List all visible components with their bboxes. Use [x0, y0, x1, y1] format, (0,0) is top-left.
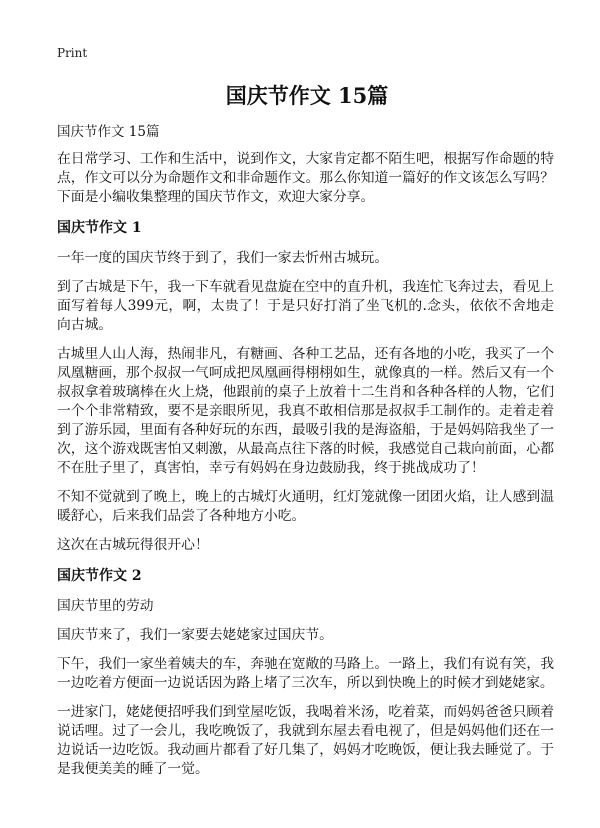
- section1-paragraph-2: 到了古城是下午，我一下车就看见盘旋在空中的直升机，我连忙飞奔过去，看见上面写着每人399元，啊，太贵了！于是只好打消了坐飞机的.念头，依依不舍地走向古城。: [57, 279, 554, 333]
- section2-paragraph-4: 一进家门，姥姥便招呼我们到堂屋吃饭，我喝着米汤，吃着菜，而妈妈爸爸只顾着说话哩。过了一会儿，我吃晚饭了，我就到东屋去看电视了，但是妈妈他们还在一边说话一边吃饭。我动画片都看了好几集了，妈妈才吃晚饭，便让我去睡觉了。于是我便美美的睡了一觉。: [57, 704, 554, 777]
- page-title: 国庆节作文 15篇: [225, 83, 389, 108]
- section-heading-1: 国庆节作文 1: [57, 220, 142, 236]
- intro-paragraph: 在日常学习、工作和生活中，说到作文，大家肯定都不陌生吧，根据写作命题的特点，作文可以分为命题作文和非命题作文。那么你知道一篇好的作文该怎么写吗？下面是小编收集整理的国庆节作文，欢迎大家分享。: [57, 151, 554, 205]
- section2-paragraph-3: 下午，我们一家坐着姨夫的车，奔驰在宽敞的马路上。一路上，我们有说有笑，我一边吃着方便面一边说话因为路上堵了三次车，所以到快晚上的时候才到姥姥家。: [57, 656, 554, 691]
- section1-paragraph-5: 这次在古城玩得很开心！: [57, 537, 209, 553]
- section1-paragraph-4: 不知不觉就到了晚上，晚上的古城灯火通明，红灯笼就像一团团火焰，让人感到温暖舒心，后来我们品尝了各种地方小吃。: [57, 489, 554, 524]
- print-link[interactable]: Print: [57, 46, 88, 60]
- document-subtitle: 国庆节作文 15篇: [57, 124, 160, 140]
- section2-paragraph-2: 国庆节来了，我们一家要去姥姥家过国庆节。: [57, 627, 333, 643]
- article-body: [57, 150, 554, 789]
- section-heading-2: 国庆节作文 2: [57, 568, 142, 584]
- section1-paragraph-1: 一年一度的国庆节终于到了，我们一家去忻州古城玩。: [57, 250, 389, 266]
- section1-paragraph-3: 古城里人山人海，热闹非凡，有糖画、各种工艺品，还有各地的小吃，我买了一个凤凰糖画，那个叔叔一气呵成把凤凰画得栩栩如生，就像真的一样。然后又有一个叔叔拿着玻璃棒在火上烧，他跟前的桌子上放着十二生肖和各种各样的人物，它们一个个非常精致，要不是亲眼所见，我真不敢相信那是叔叔手工制作的。走着走着到了游乐园，里面有各种好玩的东西，最吸引我的是海盗船，于是妈妈陪我坐了一次，这个游戏既害怕又刺激，从最高点往下落的时候，我感觉自己栽向前面，心都不在肚子里了，真害怕，幸亏有妈妈在身边鼓励我，终于挑战成功了！: [57, 346, 554, 476]
- section2-paragraph-1: 国庆节里的劳动: [57, 598, 154, 614]
